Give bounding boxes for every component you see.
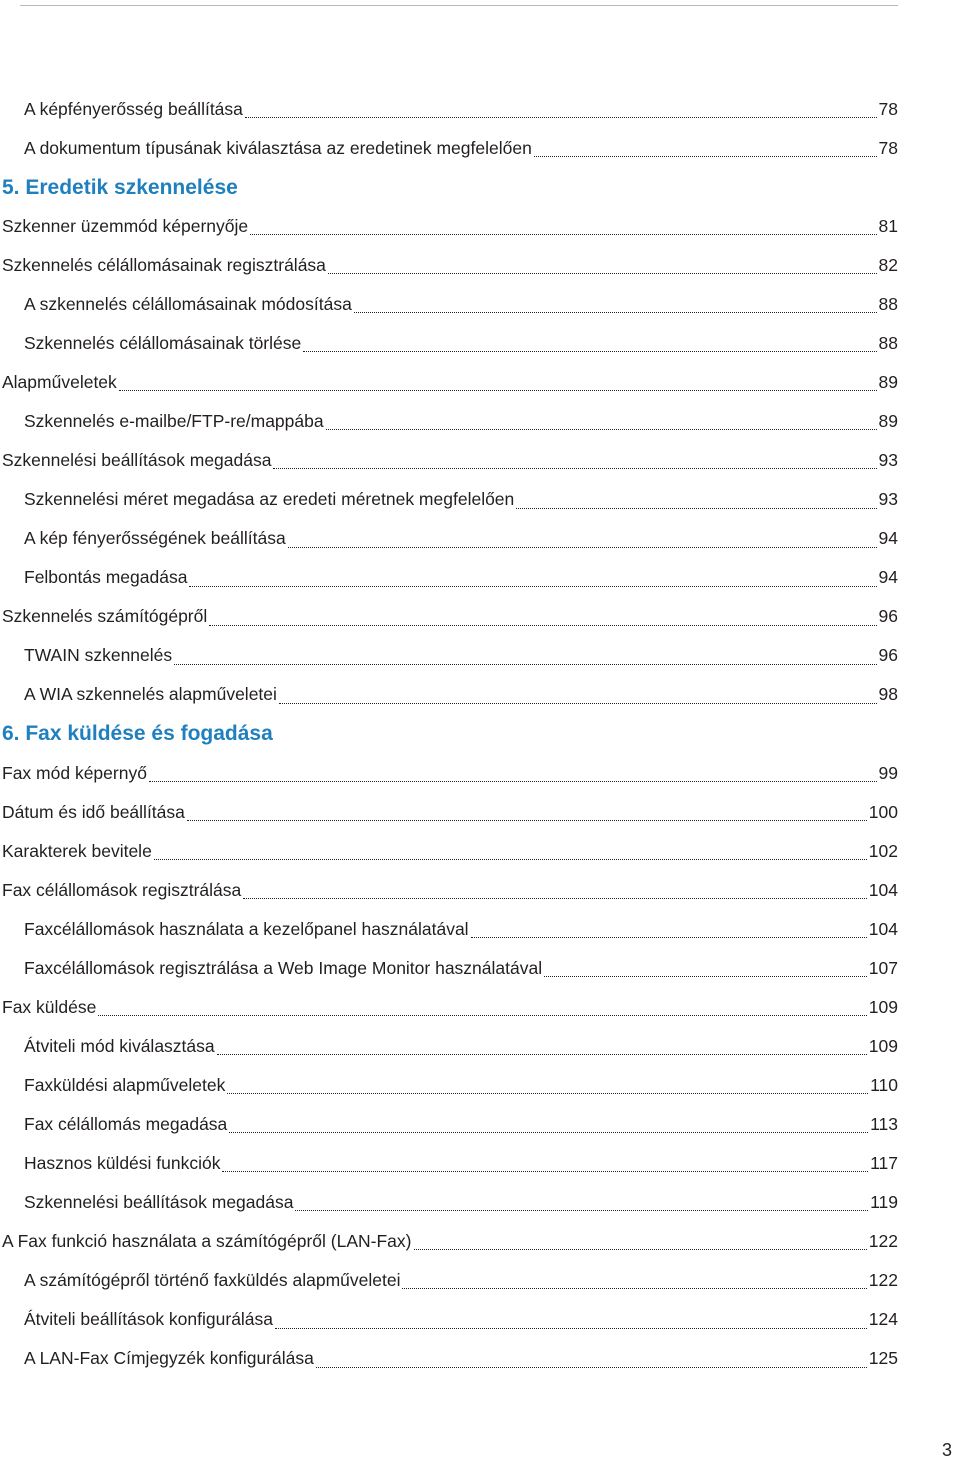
toc-entry-title: Szkennelési méret megadása az eredeti méretnek megfelelően: [24, 489, 515, 510]
toc-entry-page: 102: [868, 840, 898, 861]
toc-entry[interactable]: [0, 480, 898, 519]
dot-leader: [250, 234, 876, 235]
chapter-heading[interactable]: 5. Eredetik szkennelése: [2, 175, 238, 199]
toc-entry-page: 89: [878, 372, 898, 393]
toc-entry[interactable]: [0, 285, 898, 324]
toc-entry-title: A szkennelés célállomásainak módosítása: [24, 294, 352, 314]
dot-leader: [217, 1054, 867, 1055]
toc-entry-page: 124: [868, 1309, 898, 1330]
toc-entry-title: Szkennelés célállomásainak regisztrálása: [2, 254, 326, 275]
toc-entry-page: 117: [870, 1153, 898, 1174]
toc-entry-title: Szkennelés e-mailbe/FTP-re/mappába: [24, 411, 324, 432]
toc-entry-title: Alapműveletek: [2, 372, 117, 393]
dot-leader: [187, 820, 867, 821]
toc-entry-title: A számítógépről történő faxküldés alapműveletei: [24, 1270, 401, 1291]
toc-entry-page: 122: [868, 1270, 898, 1291]
dot-leader: [471, 937, 867, 938]
dot-leader: [354, 312, 877, 313]
toc-entry-title: Fax célállomás megadása: [24, 1113, 228, 1134]
dot-leader: [288, 547, 877, 548]
toc-entry[interactable]: [0, 441, 898, 480]
toc-entry[interactable]: [0, 90, 898, 129]
toc-entry[interactable]: [0, 1144, 898, 1183]
toc-entry-page: 78: [878, 98, 898, 119]
header-rule: [20, 5, 898, 6]
toc-entry-page: 82: [878, 254, 898, 275]
page-number: 3: [941, 1440, 952, 1460]
toc-entry-page: 89: [878, 411, 898, 432]
toc-entry[interactable]: [0, 1066, 898, 1105]
toc-entry-title: Faxküldési alapműveletek: [24, 1074, 226, 1095]
toc-entry-title: Felbontás megadása: [24, 567, 188, 588]
toc-entry[interactable]: [0, 1027, 898, 1066]
toc-entry-page: 81: [878, 215, 898, 236]
toc-entry-title: Dátum és idő beállítása: [2, 801, 185, 822]
dot-leader: [149, 781, 877, 782]
toc-entry[interactable]: [0, 363, 898, 402]
toc-entry-page: 78: [878, 137, 898, 158]
toc-entry[interactable]: [0, 1261, 898, 1300]
toc-entry[interactable]: [0, 637, 898, 676]
dot-leader: [243, 898, 867, 899]
toc-entry-page: 104: [868, 918, 898, 939]
dot-leader: [189, 586, 876, 587]
dot-leader: [227, 1093, 868, 1094]
toc-entry[interactable]: [0, 402, 898, 441]
dot-leader: [328, 273, 877, 274]
toc-entry[interactable]: [0, 520, 898, 559]
toc-entry[interactable]: [0, 1183, 898, 1222]
toc-entry[interactable]: [0, 949, 898, 988]
toc-entry-title: Szkennelési beállítások megadása: [24, 1192, 294, 1213]
toc-entry-page: 110: [870, 1074, 898, 1095]
toc-entry-title: Fax küldése: [2, 996, 97, 1017]
toc-entry[interactable]: [0, 1222, 898, 1261]
toc-entry[interactable]: [0, 754, 898, 793]
toc-entry[interactable]: [0, 793, 898, 832]
toc-entry-page: 94: [878, 567, 898, 588]
dot-leader: [534, 156, 877, 157]
toc-entry-page: 93: [878, 489, 898, 510]
dot-leader: [316, 1367, 867, 1368]
toc-entry[interactable]: [0, 1340, 898, 1379]
dot-leader: [229, 1132, 868, 1133]
toc-entry-page: 104: [868, 879, 898, 900]
dot-leader: [303, 351, 876, 352]
dot-leader: [295, 1210, 868, 1211]
toc-entry-title: Karakterek bevitele: [2, 840, 152, 861]
toc-entry-title: TWAIN szkennelés: [24, 645, 173, 666]
toc-entry[interactable]: [0, 246, 898, 285]
toc-entry-page: 96: [878, 606, 898, 627]
toc-entry-title: Szkennelési beállítások megadása: [2, 450, 272, 471]
toc-entry-page: 93: [878, 450, 898, 471]
toc-entry-page: 109: [868, 996, 898, 1017]
toc-entry-title: Faxcélállomások használata a kezelőpanel használatával: [24, 918, 469, 939]
toc-entry-title: Szkenner üzemmód képernyője: [2, 215, 249, 236]
toc-entry-title: Fax mód képernyő: [2, 762, 147, 783]
dot-leader: [326, 429, 877, 430]
toc-entry-title: A kép fényerősségének beállítása: [24, 528, 286, 549]
toc-entry-title: Fax célállomások regisztrálása: [2, 879, 242, 900]
toc-entry-title: A dokumentum típusának kiválasztása az eredetinek megfelelően: [24, 137, 532, 158]
dot-leader: [516, 508, 876, 509]
dot-leader: [98, 1015, 866, 1016]
toc-entry-page: 88: [878, 294, 898, 314]
toc-entry-page: 99: [878, 762, 898, 783]
dot-leader: [544, 976, 867, 977]
toc-entry-page: 113: [870, 1113, 898, 1134]
toc-entry-title: Szkennelés célállomásainak törlése: [24, 333, 302, 354]
dot-leader: [154, 859, 867, 860]
toc-entry[interactable]: [0, 129, 898, 168]
toc-entry-title: A WIA szkennelés alapműveletei: [24, 684, 277, 705]
toc-entry-page: 107: [868, 957, 898, 978]
toc-entry-title: A Fax funkció használata a számítógépről (LAN-Fax): [2, 1231, 412, 1252]
toc-entry[interactable]: [0, 1105, 898, 1144]
toc-entry-page: 119: [870, 1192, 898, 1213]
toc-entry-page: 94: [878, 528, 898, 549]
toc-entry-title: Szkennelés számítógépről: [2, 606, 208, 627]
toc-entry[interactable]: [0, 871, 898, 910]
toc-entry-page: 88: [878, 333, 898, 354]
dot-leader: [174, 664, 876, 665]
toc-entry-page: 125: [868, 1348, 898, 1369]
toc-entry[interactable]: [0, 676, 898, 715]
toc-entry[interactable]: [0, 324, 898, 363]
toc-entry[interactable]: [0, 559, 898, 598]
toc-entry[interactable]: [0, 207, 898, 246]
dot-leader: [275, 1328, 867, 1329]
dot-leader: [209, 625, 876, 626]
toc-entry-title: A képfényerősség beállítása: [24, 98, 243, 119]
toc-entry-page: 96: [878, 645, 898, 666]
toc-entry-title: Átviteli mód kiválasztása: [24, 1035, 215, 1056]
toc-entry-page: 100: [868, 801, 898, 822]
dot-leader: [222, 1171, 868, 1172]
toc-entry-title: Átviteli beállítások konfigurálása: [24, 1309, 274, 1330]
toc-entry[interactable]: [0, 1300, 898, 1339]
toc-entry[interactable]: [0, 598, 898, 637]
dot-leader: [414, 1249, 867, 1250]
toc-entry-page: 98: [878, 684, 898, 705]
dot-leader: [119, 390, 877, 391]
toc-entry-title: A LAN-Fax Címjegyzék konfigurálása: [24, 1348, 314, 1369]
toc-entry-page: 122: [868, 1231, 898, 1252]
toc-entry[interactable]: [0, 988, 898, 1027]
table-of-contents: [0, 90, 898, 1379]
dot-leader: [279, 703, 877, 704]
toc-entry[interactable]: [0, 832, 898, 871]
toc-entry-page: 109: [868, 1035, 898, 1056]
toc-entry-title: Faxcélállomások regisztrálása a Web Image Monitor használatával: [24, 957, 543, 978]
dot-leader: [245, 117, 877, 118]
chapter-heading[interactable]: 6. Fax küldése és fogadása: [2, 722, 273, 746]
dot-leader: [273, 468, 876, 469]
toc-entry[interactable]: [0, 910, 898, 949]
toc-entry-title: Hasznos küldési funkciók: [24, 1153, 221, 1174]
dot-leader: [402, 1288, 866, 1289]
